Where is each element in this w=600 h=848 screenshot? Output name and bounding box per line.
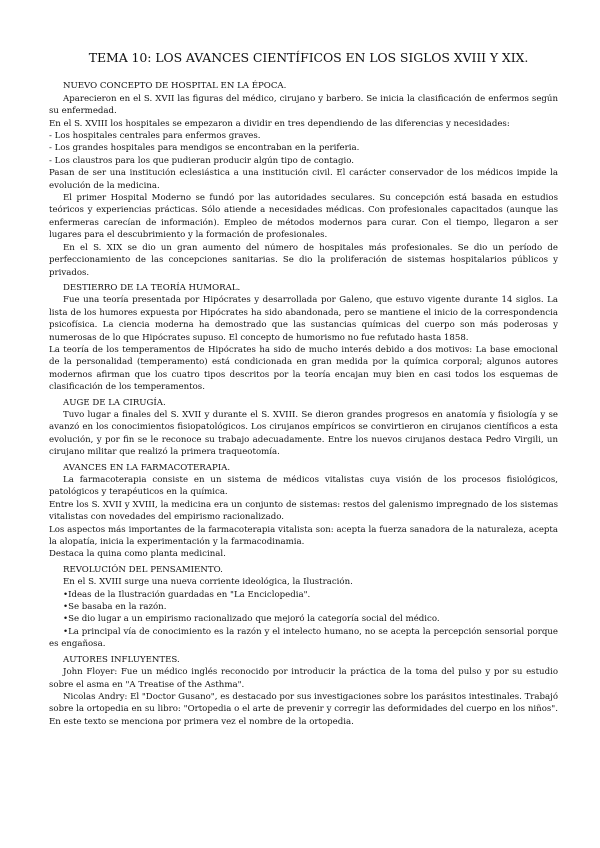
section-heading: AUTORES INFLUYENTES. (63, 654, 180, 665)
section-pensamiento (49, 564, 558, 651)
list-item: •La principal vía de conocimiento es la razón y el intelecto humano, no se acepta la percepción sensorial porque es engañosa. (49, 626, 558, 650)
paragraph: La farmacoterapia consiste en un sistema de médicos vitalistas cuya visión de los procesos fisiológicos, patológicos y terapéuticos en la química. (49, 475, 558, 498)
paragraph: Entre los S. XVII y XVIII, la medicina era un conjunto de sistemas: restos del galenismo impregnado de los sistemas vitalistas con novedades del empirismo racionalizado. (49, 499, 558, 523)
paragraph: Fue una teoría presentada por Hipócrates y desarrollada por Galeno, que estuvo vigente durante 14 siglos. La lista de los humores expuesta por Hipócrates ha sido abandonada, pero se mantiene el inicio de la correspondencia psicofísica. La ciencia moderna ha demostrado que las sustancias químicas del cuerpo son más poderosas y numerosas de lo que Hipócrates supuso. El concepto de humorismo no fue refutado hasta 1858. (49, 295, 558, 343)
list-item: - Los grandes hospitales para mendigos se encontraban en la periferia. (49, 143, 360, 154)
list-item: - Los claustros para los que pudieran producir algún tipo de contagio. (49, 155, 354, 166)
section-farmacoterapia (49, 462, 558, 561)
paragraph: Aparecieron en el S. XVII las figuras del médico, cirujano y barbero. Se inicia la clasificación de enfermos según su enfermedad. (49, 93, 558, 117)
paragraph: La teoría de los temperamentos de Hipócrates ha sido de mucho interés debido a dos motivos: La base emocional de la personalidad (temperamento) está condicionada en gran medida por la química corporal; algunos autores modernos afirman que los cuatro tipos descritos por la teoría encajan muy bien en casi todos los esquemas de clasificación de los temperamentos. (49, 344, 558, 393)
paragraph: Pasan de ser una institución eclesiástica a una institución civil. El carácter conservador de los médicos impide la evolución de la medicina. (49, 168, 558, 191)
list-item: •Se basaba en la razón. (63, 602, 167, 613)
paragraph: Tuvo lugar a finales del S. XVII y durante el S. XVIII. Se dieron grandes progresos en anatomía y fisiología y se avanzó en los conocimientos fisiopatológicos. Los cirujanos empíricos se convirtieron en cirujanos científicos a esta evolución, y por fin se le reconoce su trabajo adecuadamente. Entre los nuevos cirujanos destaca Pedro Virgili, un cirujano militar que realizó la primera traqueotomía. (49, 409, 558, 458)
section-hospital (49, 80, 558, 279)
page-title: TEMA 10: LOS AVANCES CIENTÍFICOS EN LOS SIGLOS XVIII Y XIX. (88, 50, 529, 65)
section-heading: DESTIERRO DE LA TEORÍA HUMORAL. (63, 282, 241, 293)
paragraph: Los aspectos más importantes de la farmacoterapia vitalista son: acepta la fuerza sanadora de la naturaleza, acepta la alopatía, inicia la experimentación y la farmacodinamia. (49, 524, 558, 548)
list-item: - Los hospitales centrales para enfermos graves. (49, 131, 261, 142)
paragraph: En el S. XVIII los hospitales se empezaron a dividir en tres dependiendo de las diferencias y necesidades: (49, 118, 510, 129)
section-autores (49, 654, 558, 728)
paragraph: Nicolas Andry: El "Doctor Gusano", es destacado por sus investigaciones sobre los parásitos intestinales. Trabajó sobre la ortopedia en su libro: "Ortopedia o el arte de prevenir y corregir las deformidades del cuerpo en los niños". En este texto se menciona por primera vez el nombre de la ortopedia. (49, 691, 559, 727)
list-item: •Se dio lugar a un empirismo racionalizado que mejoró la categoría social del médico. (63, 614, 440, 625)
paragraph: En el S. XIX se dio un gran aumento del número de hospitales más profesionales. Se dio un período de perfeccionamiento de las concepciones sanitarias. Se dio la proliferación de sistemas hospitalarios públicos y privados. (49, 242, 558, 278)
paragraph: En el S. XVIII surge una nueva corriente ideológica, la Ilustración. (63, 577, 353, 588)
section-teoria-humoral (49, 282, 558, 394)
list-item: •Ideas de la Ilustración guardadas en "La Enciclopedia". (63, 589, 311, 600)
section-cirugia (49, 397, 558, 459)
paragraph: John Floyer: Fue un médico inglés reconocido por introducir la práctica de la toma del pulso y por su estudio sobre el asma en "A Treatise of the Asthma". (49, 667, 558, 690)
section-heading: AUGE DE LA CIRUGÍA. (63, 397, 166, 408)
paragraph: El primer Hospital Moderno se fundó por las autoridades seculares. Su concepción está basada en estudios teóricos y experiencias prácticas. Sólo atiende a necesidades médicas. Con profesionales capacitados (aunque las enfermeras carecían de información). Empleo de métodos modernos para curar. Con el tiempo, llegaron a ser lugares para el descubrimiento y la formación de profesionales. (49, 193, 558, 241)
section-heading: NUEVO CONCEPTO DE HOSPITAL EN LA ÉPOCA. (63, 81, 287, 92)
paragraph: Destaca la quina como planta medicinal. (49, 549, 226, 560)
section-heading: REVOLUCIÓN DEL PENSAMIENTO. (63, 564, 223, 575)
section-heading: AVANCES EN LA FARMACOTERAPIA. (63, 462, 231, 473)
